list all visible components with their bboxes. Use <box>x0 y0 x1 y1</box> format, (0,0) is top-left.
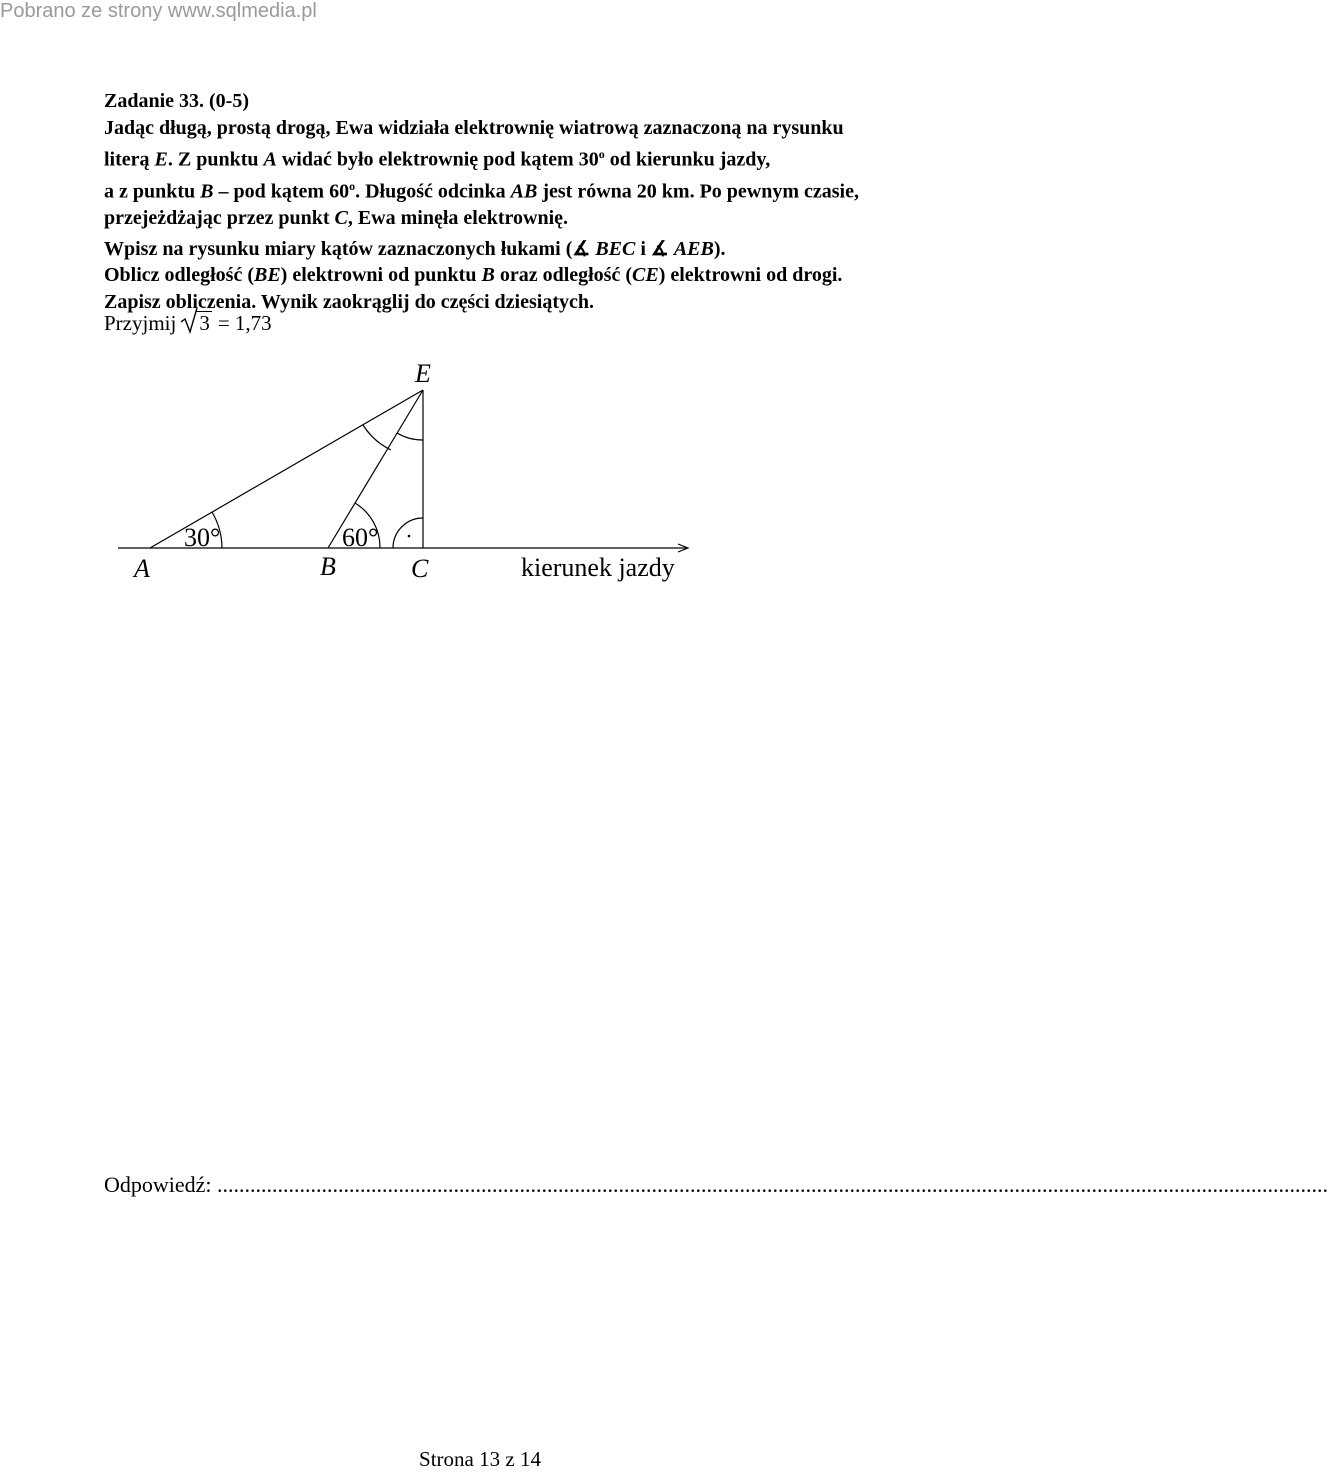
label-c: C <box>411 554 429 583</box>
task-line: Jadąc długą, prostą drogą, Ewa widziała elektrownię wiatrową zaznaczoną na rysunku <box>104 116 844 139</box>
square-root: 3 <box>180 308 212 338</box>
answer-dots: .......................................................................................................................................................................................................... <box>217 1172 1328 1197</box>
label-direction: kierunek jazdy <box>521 553 675 582</box>
task-line: przejeżdżając przez punkt C, Ewa minęła elektrownię. <box>104 207 569 230</box>
angle-symbol: ∡ <box>572 237 591 260</box>
right-angle-arc <box>393 518 423 548</box>
assumption: Przyjmij 3 = 1,73 <box>104 308 272 338</box>
label-angle-a: 30° <box>184 523 221 552</box>
task-line: Oblicz odległość (BE) elektrowni od punktu B oraz odległość (CE) elektrowni od drogi. <box>104 264 843 287</box>
label-a: A <box>134 554 150 583</box>
task-line: Wpisz na rysunku miary kątów zaznaczonych łukami (∡ BEC i ∡ AEB). <box>104 237 726 260</box>
task-line: a z punktu B – pod kątem 60$^o$. Długość odcinka AB jest równa 20 km. Po pewnym czasie, <box>104 179 859 203</box>
radical-sign-icon <box>180 306 198 334</box>
task-text <box>104 88 957 315</box>
arc-angle-bec <box>397 433 423 440</box>
arc-angle-aeb <box>363 425 391 450</box>
triangle-diagram <box>0 350 960 600</box>
label-b: B <box>320 552 336 581</box>
task-line: Zapisz obliczenia. Wynik zaokrąglij do części dziesiątych. <box>104 290 594 313</box>
answer-label: Odpowiedź: <box>104 1172 218 1197</box>
task-title: Zadanie 33. (0-5) <box>104 90 249 112</box>
right-angle-dot <box>408 535 411 538</box>
angle-symbol: ∡ <box>650 237 669 260</box>
page-number: Strona 13 z 14 <box>419 1447 541 1471</box>
source-watermark: Pobrano ze strony www.sqlmedia.pl <box>0 0 317 22</box>
label-angle-b: 60° <box>342 523 379 552</box>
task-line: literą E. Z punktu A widać było elektrownię pod kątem 30$^o$ od kierunku jazdy, <box>104 147 771 171</box>
label-e: E <box>415 359 431 388</box>
answer-line <box>104 1172 1328 1198</box>
